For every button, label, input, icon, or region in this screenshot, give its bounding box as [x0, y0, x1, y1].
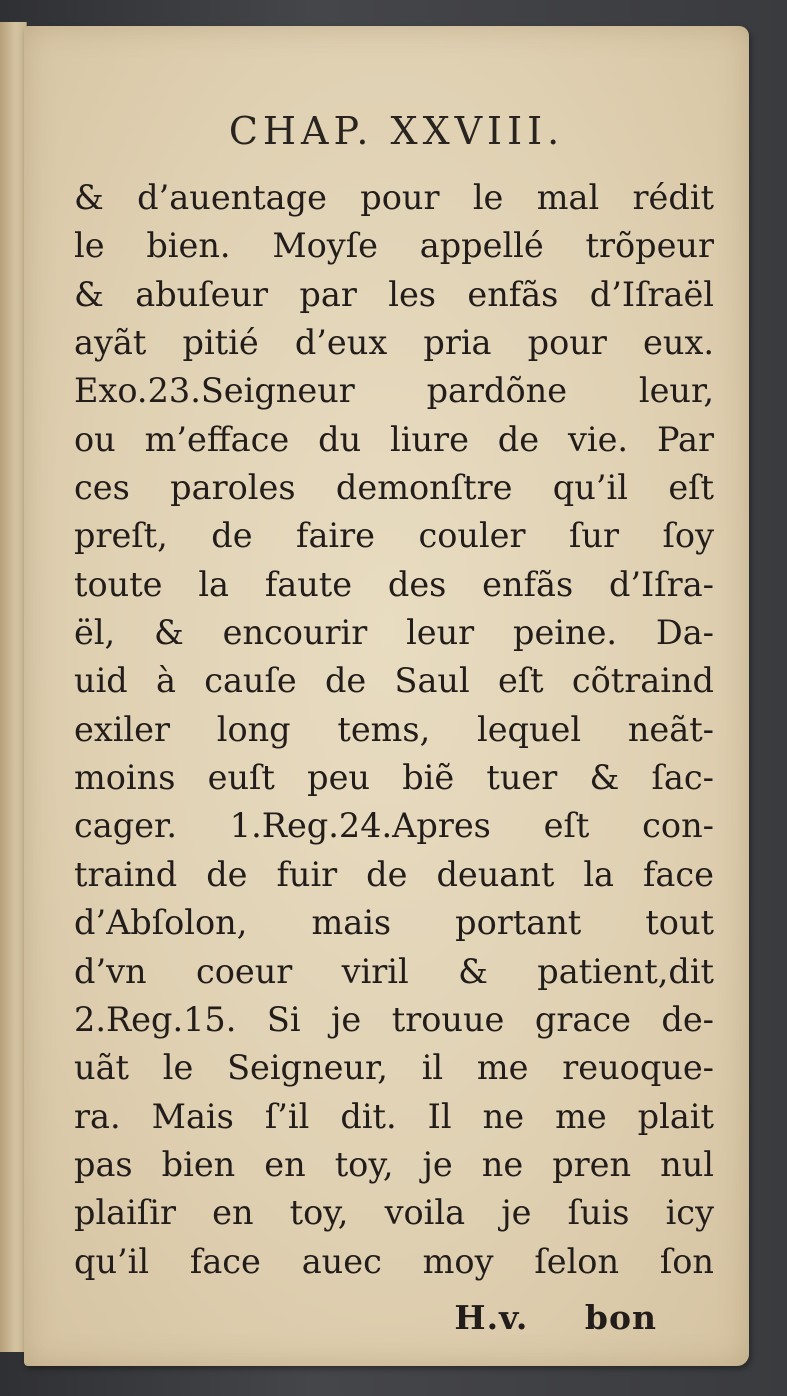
- text-line: d’Abſolon, mais portant tout: [74, 903, 714, 943]
- text-block: [74, 174, 714, 1286]
- text-line: toute la faute des enfãs d’Iſra-: [74, 564, 714, 604]
- text-line: uãt le Seigneur, il me reuoque-: [74, 1048, 714, 1088]
- text-line: d’vn coeur viril & patient,dit: [74, 951, 714, 991]
- text-line: traind de fuir de deuant la face: [74, 854, 714, 894]
- text-line: ou m’efface du liure de vie. Par: [74, 419, 714, 459]
- text-line: & abuſeur par les enfãs d’Iſraël: [74, 274, 714, 314]
- text-line: cager. 1.Reg.24.Apres eſt con-: [74, 806, 714, 846]
- text-line: uid à cauſe de Saul eſt cõtraind: [74, 661, 714, 701]
- page-footer: [454, 1298, 657, 1338]
- text-line: 2.Reg.15. Si je trouue grace de-: [74, 999, 714, 1039]
- text-line: & d’auentage pour le mal rédit: [74, 178, 714, 217]
- text-line: exiler long tems, lequel neãt-: [74, 709, 714, 749]
- text-line: pas bien en toy, je ne pren nul: [74, 1144, 714, 1184]
- book-page: [24, 26, 749, 1366]
- text-line: ayãt pitié d’eux pria pour eux.: [74, 323, 714, 363]
- text-line: plaiſir en toy, voila je ſuis icy: [74, 1193, 714, 1233]
- text-line: ra. Mais ſ’il dit. Il ne me plait: [74, 1096, 714, 1136]
- text-line: qu’il face auec moy ſelon ſon: [74, 1241, 714, 1281]
- running-head: CHAP. XXVIII.: [228, 109, 565, 153]
- text-line: ces paroles demonſtre qu’il eſt: [74, 468, 714, 508]
- text-line: ël, & encourir leur peine. Da-: [74, 613, 714, 653]
- text-line: preſt, de faire couler ſur ſoy: [74, 516, 714, 556]
- previous-page-edge: [0, 22, 27, 1352]
- text-line: Exo.23.Seigneur pardõne leur,: [74, 371, 714, 411]
- text-line: le bien. Moyſe appellé trõpeur: [74, 226, 714, 266]
- signature-mark: H.v.: [454, 1298, 529, 1337]
- text-line: moins euſt peu biẽ tuer & ſac-: [74, 758, 714, 798]
- catchword: bon: [584, 1298, 657, 1337]
